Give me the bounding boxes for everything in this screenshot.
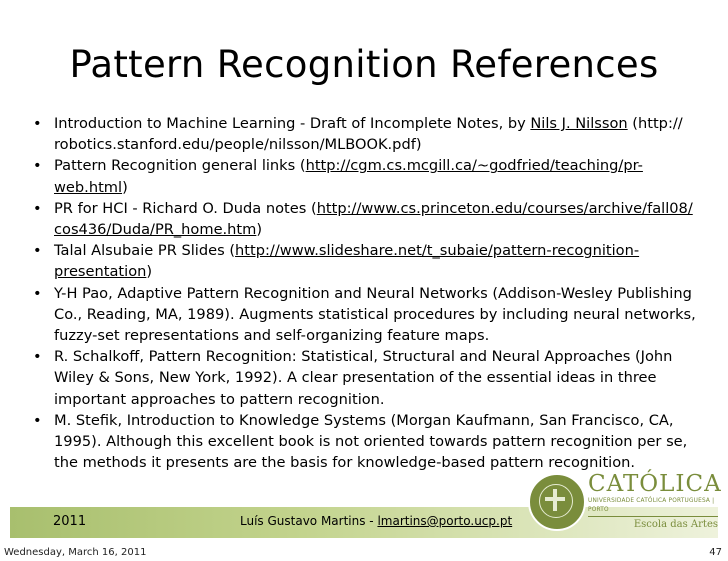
logo-name: CATÓLICA bbox=[588, 471, 722, 497]
list-item: • Talal Alsubaie PR Slides (http://www.slideshare.net/t_subaie/pattern-recognition-presentation) bbox=[27, 240, 697, 282]
slide-title: Pattern Recognition References bbox=[69, 43, 659, 86]
list-item: • Introduction to Machine Learning - Draft of Incomplete Notes, by Nils J. Nilsson (http:// robotics.stanford.edu/people/nilsson/MLBOOK.pdf) bbox=[27, 113, 697, 155]
footer-author: Luís Gustavo Martins - lmartins@porto.ucp.pt bbox=[240, 514, 513, 528]
reference-link[interactable]: Nils J. Nilsson bbox=[530, 115, 628, 132]
status-date: Wednesday, March 16, 2011 bbox=[4, 547, 147, 558]
reference-link[interactable]: http://www.slideshare.net/t_subaie/pattern-recognition-presentation bbox=[54, 242, 640, 281]
reference-link[interactable]: http://cgm.cs.mcgill.ca/~godfried/teaching/pr-web.html bbox=[54, 157, 643, 196]
logo-subtitle: UNIVERSIDADE CATÓLICA PORTUGUESA | PORTO bbox=[588, 498, 715, 513]
reference-list bbox=[27, 113, 697, 473]
list-item: • M. Stefik, Introduction to Knowledge Systems (Morgan Kaufmann, San Francisco, CA, 1995). Although this excellent book is not oriented towards pattern recognition per se, the methods it presents are the basis for knowledge-based pattern recognition. bbox=[27, 410, 697, 474]
page-number: 47 bbox=[709, 547, 722, 558]
reference-link[interactable]: http://www.cs.princeton.edu/courses/archive/fall08/ cos436/Duda/PR_home.htm bbox=[54, 199, 693, 239]
footer-year: 2011 bbox=[53, 514, 87, 529]
list-item: • Pattern Recognition general links (http://cgm.cs.mcgill.ca/~godfried/teaching/pr-web.html) bbox=[27, 155, 697, 197]
logo-school: Escola das Artes bbox=[633, 519, 718, 530]
status-bar bbox=[0, 545, 728, 561]
catolica-logo bbox=[516, 465, 722, 535]
list-item: • PR for HCI - Richard O. Duda notes (http://www.cs.princeton.edu/courses/archive/fall08/ cos436/Duda/PR_home.htm) bbox=[27, 198, 697, 240]
list-item: • R. Schalkoff, Pattern Recognition: Statistical, Structural and Neural Approaches (John Wiley & Sons, New York, 1992). A clear presentation of the essential ideas in three important approaches to pattern recognition. bbox=[27, 346, 697, 410]
list-item: • Y-H Pao, Adaptive Pattern Recognition and Neural Networks (Addison-Wesley Publishing Co., Reading, MA, 1989). Augments statistical procedures by including neural networks, fuzzy-set representations and self-organizing feature maps. bbox=[27, 283, 697, 347]
university-seal-icon bbox=[528, 473, 586, 531]
author-email-link[interactable]: lmartins@porto.ucp.pt bbox=[377, 514, 513, 528]
